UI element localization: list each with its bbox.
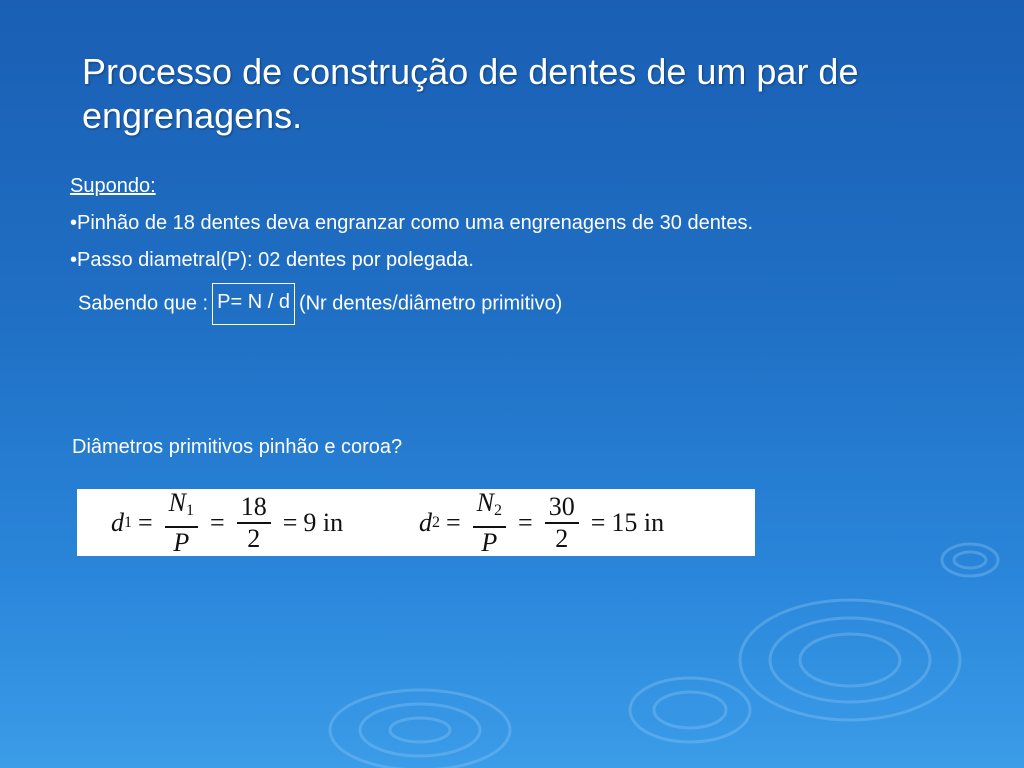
d2-subscript: 2 [432, 513, 440, 531]
formula-d2 [419, 489, 664, 556]
p-symbol: P [481, 527, 498, 557]
equals-sign: = [210, 507, 225, 537]
content-heading: Supondo: [70, 175, 156, 197]
sabendo-suffix: (Nr dentes/diâmetro primitivo) [298, 292, 563, 315]
result-9in: 9 in [303, 507, 344, 537]
slide-content [70, 172, 890, 333]
numerator-30: 30 [545, 492, 579, 524]
equals-sign: = [282, 507, 298, 537]
slide-title: Processo de construção de dentes de um par de engrenagens. [82, 51, 859, 136]
sabendo-prefix: Sabendo que : [78, 292, 209, 315]
sabendo-line [70, 283, 890, 325]
n2-subscript: 2 [494, 501, 503, 519]
bullet-pinhao: •Pinhão de 18 dentes deva engranzar como uma engrenagens de 30 dentes. [70, 212, 754, 234]
denominator-2: 2 [247, 523, 261, 553]
denominator-2: 2 [555, 523, 569, 553]
equals-sign: = [446, 507, 461, 537]
d1-subscript: 1 [124, 513, 132, 531]
equals-sign: = [590, 507, 606, 537]
formula-d1 [111, 489, 343, 556]
equals-sign: = [138, 507, 153, 537]
formula-image [77, 489, 755, 556]
n2-symbol: N [476, 487, 495, 517]
p-symbol: P [173, 527, 190, 557]
d2-symbol: d [419, 507, 432, 537]
n1-symbol: N [168, 487, 187, 517]
formula-p-box: P= N / d [212, 283, 295, 325]
fraction-n1-p [165, 488, 198, 558]
equals-sign: = [518, 507, 533, 537]
fraction-n2-p [473, 488, 506, 558]
fraction-18-2 [237, 492, 271, 554]
d1-symbol: d [111, 507, 124, 537]
fraction-30-2 [545, 492, 579, 554]
result-15in: 15 in [611, 507, 665, 537]
n1-subscript: 1 [186, 501, 195, 519]
bullet-passo: •Passo diametral(P): 02 dentes por polegada. [70, 249, 474, 271]
numerator-18: 18 [237, 492, 271, 524]
question-text: Diâmetros primitivos pinhão e coroa? [72, 436, 403, 458]
